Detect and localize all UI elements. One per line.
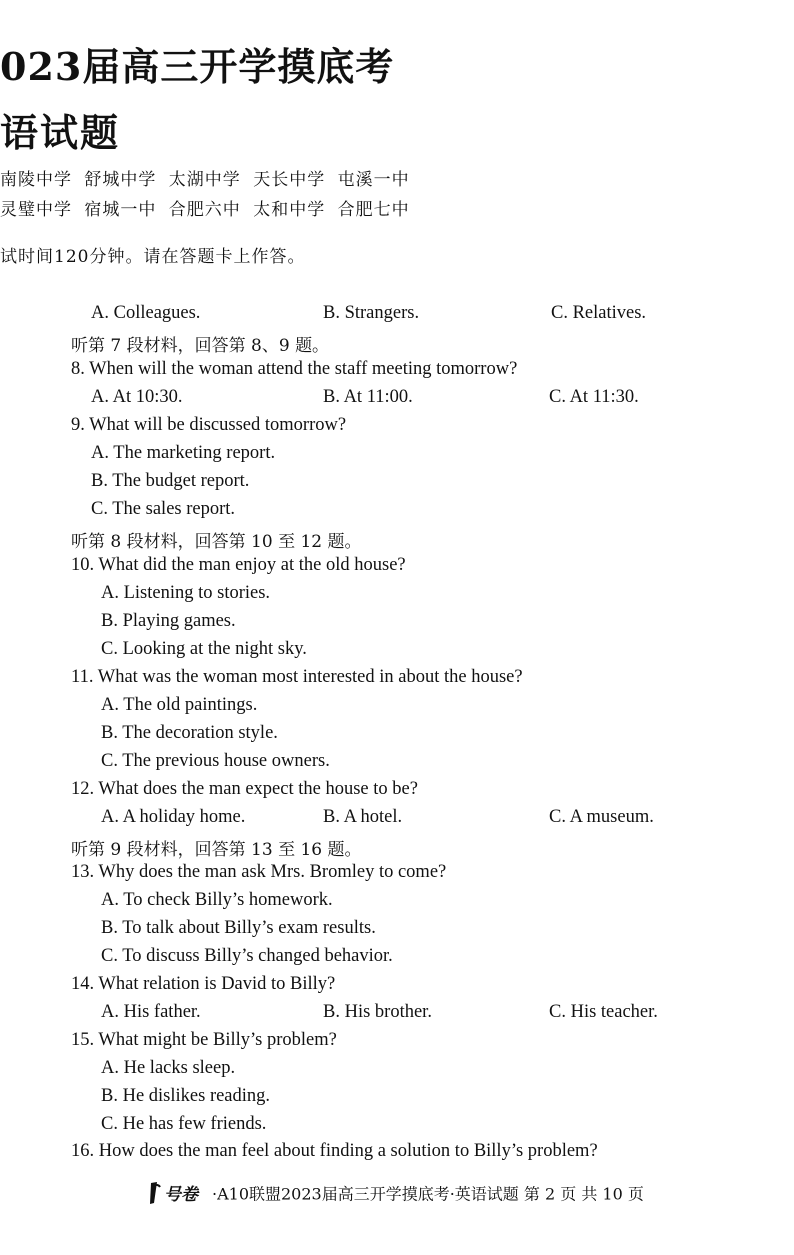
schools-row-1: 南陵中学 舒城中学 太湖中学 天长中学 屯溪一中 bbox=[0, 170, 410, 190]
option-b: B. His brother. bbox=[323, 1002, 432, 1022]
exam-title-line1: 023届高三开学摸底考 bbox=[0, 44, 395, 89]
question-8: 8. When will the woman attend the staff meeting tomorrow? bbox=[71, 359, 518, 379]
exam-title-line2: 语试题 bbox=[0, 110, 121, 155]
option-c: C. The sales report. bbox=[91, 499, 236, 519]
option-c: C. At 11:30. bbox=[549, 387, 639, 407]
option-a: A. At 10:30. bbox=[91, 387, 183, 407]
brand-logo bbox=[148, 1180, 208, 1210]
option-b: B. The budget report. bbox=[91, 471, 250, 491]
question-12: 12. What does the man expect the house to be? bbox=[71, 779, 418, 799]
option-a: A. The old paintings. bbox=[101, 695, 258, 715]
page-footer bbox=[148, 1180, 644, 1210]
option-b: B. Strangers. bbox=[323, 303, 420, 323]
schools-row-2: 灵璧中学 宿城一中 合肥六中 太和中学 合肥七中 bbox=[0, 200, 410, 220]
option-c: C. Looking at the night sky. bbox=[101, 639, 307, 659]
question-9: 9. What will be discussed tomorrow? bbox=[71, 415, 347, 435]
svg-text:号卷: 号卷 bbox=[164, 1185, 198, 1205]
option-a: A. To check Billy’s homework. bbox=[101, 890, 333, 910]
option-c: C. His teacher. bbox=[549, 1002, 658, 1022]
option-b: B. A hotel. bbox=[323, 807, 403, 827]
section-heading: 听第 8 段材料，回答第 10 至 12 题。 bbox=[71, 532, 362, 552]
question-11: 11. What was the woman most interested in about the house? bbox=[71, 667, 523, 687]
question-13: 13. Why does the man ask Mrs. Bromley to come? bbox=[71, 862, 447, 882]
footer-text: ·A10联盟2023届高三开学摸底考·英语试题 第 2 页 共 10 页 bbox=[212, 1184, 644, 1204]
option-b: B. To talk about Billy’s exam results. bbox=[101, 918, 376, 938]
option-a: A. A holiday home. bbox=[101, 807, 246, 827]
question-10: 10. What did the man enjoy at the old house? bbox=[71, 555, 406, 575]
option-b: B. The decoration style. bbox=[101, 723, 278, 743]
question-16: 16. How does the man feel about finding a solution to Billy’s problem? bbox=[71, 1141, 598, 1161]
option-a: A. The marketing report. bbox=[91, 443, 276, 463]
option-c: C. To discuss Billy’s changed behavior. bbox=[101, 946, 393, 966]
section-heading: 听第 7 段材料，回答第 8、9 题。 bbox=[71, 336, 330, 356]
option-c: C. The previous house owners. bbox=[101, 751, 330, 771]
option-b: B. Playing games. bbox=[101, 611, 236, 631]
section-heading: 听第 9 段材料，回答第 13 至 16 题。 bbox=[71, 840, 362, 860]
question-14: 14. What relation is David to Billy? bbox=[71, 974, 336, 994]
option-b: B. At 11:00. bbox=[323, 387, 413, 407]
exam-note: 试时间120分钟。请在答题卡上作答。 bbox=[0, 247, 306, 267]
option-a: A. Listening to stories. bbox=[101, 583, 271, 603]
question-15: 15. What might be Billy’s problem? bbox=[71, 1030, 337, 1050]
option-c: C. Relatives. bbox=[551, 303, 647, 323]
option-c: C. A museum. bbox=[549, 807, 654, 827]
option-a: A. He lacks sleep. bbox=[101, 1058, 236, 1078]
option-a: A. Colleagues. bbox=[91, 303, 201, 323]
logo-icon bbox=[148, 1180, 208, 1206]
option-c: C. He has few friends. bbox=[101, 1114, 267, 1134]
option-b: B. He dislikes reading. bbox=[101, 1086, 271, 1106]
option-a: A. His father. bbox=[101, 1002, 201, 1022]
